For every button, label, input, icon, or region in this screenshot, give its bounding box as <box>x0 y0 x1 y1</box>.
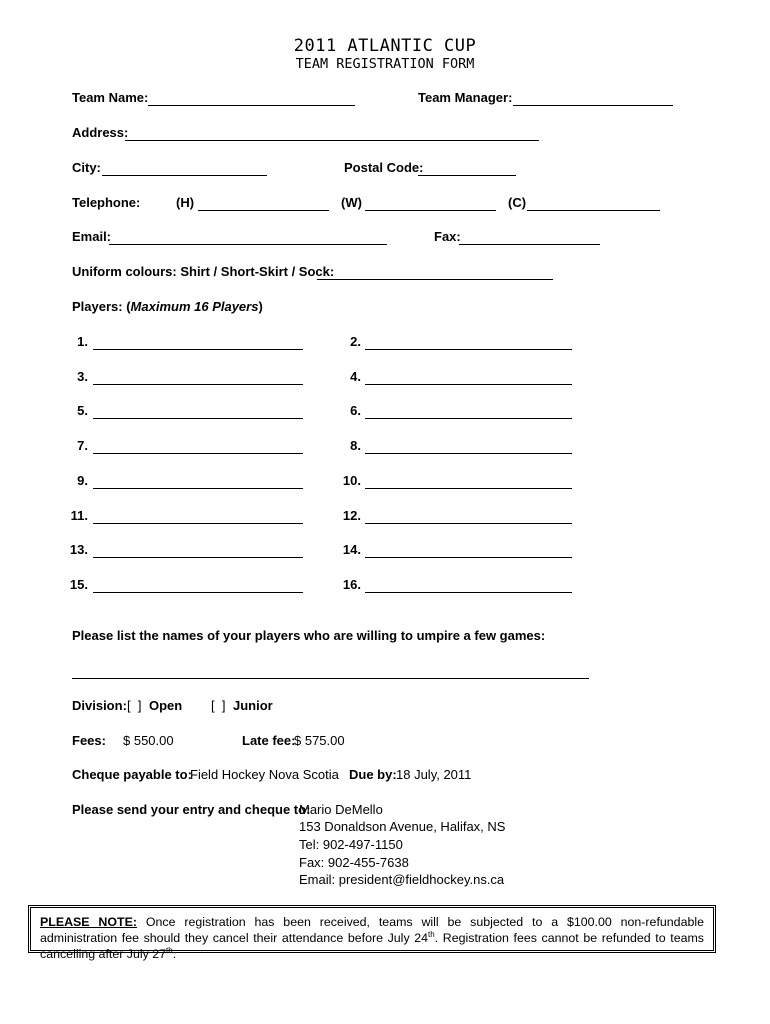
contact-email: Email: president@fieldhockey.ns.ca <box>299 872 505 887</box>
contact-name: Mario DeMello <box>299 802 383 817</box>
postal-code-field[interactable] <box>418 175 516 176</box>
cell-phone-label: (C) <box>508 195 527 210</box>
player-number: 8. <box>350 438 361 453</box>
form-title: 2011 ATLANTIC CUP <box>293 36 477 56</box>
postal-code-label: Postal Code: <box>344 160 424 175</box>
fax-label: Fax: <box>434 229 461 244</box>
player-field-10[interactable] <box>365 488 572 489</box>
note-text-2: . Registration fees cannot be refunded to teams cancelling after July 27 <box>40 931 704 961</box>
player-number: 1. <box>77 334 88 349</box>
address-label: Address: <box>72 125 129 140</box>
cheque-payable-label: Cheque payable to: <box>72 767 192 782</box>
telephone-label: Telephone: <box>72 195 141 210</box>
players-label: Players: <box>72 299 123 314</box>
player-field-9[interactable] <box>93 488 303 489</box>
player-number: 4. <box>350 369 361 384</box>
note-text-1: Once registration has been received, teams will be subjected to a $100.00 non-refundable administration fee should they cancel their attendance before July 24 <box>40 915 704 945</box>
player-number: 12. <box>342 508 361 523</box>
player-field-15[interactable] <box>93 592 303 593</box>
note-text-3: . <box>172 947 177 961</box>
cheque-payable-to: Field Hockey Nova Scotia <box>190 767 339 782</box>
player-number: 5. <box>77 403 88 418</box>
email-label: Email: <box>72 229 112 244</box>
player-number: 9. <box>77 473 88 488</box>
player-field-2[interactable] <box>365 349 572 350</box>
team-manager-field[interactable] <box>513 105 673 106</box>
cell-phone-field[interactable] <box>527 210 660 211</box>
note-sup-2: th <box>166 945 173 955</box>
player-number: 14. <box>342 542 361 557</box>
contact-tel: Tel: 902-497-1150 <box>299 837 403 852</box>
home-phone-field[interactable] <box>198 210 329 211</box>
player-field-4[interactable] <box>365 384 572 385</box>
division-open-label: Open <box>149 698 183 713</box>
uniform-colours-field[interactable] <box>317 279 553 280</box>
player-number: 7. <box>77 438 88 453</box>
player-field-3[interactable] <box>93 384 303 385</box>
player-number: 15. <box>69 577 88 592</box>
form-subtitle: TEAM REGISTRATION FORM <box>295 56 475 72</box>
player-field-13[interactable] <box>93 557 303 558</box>
player-field-11[interactable] <box>93 523 303 524</box>
player-field-6[interactable] <box>365 418 572 419</box>
contact-street: 153 Donaldson Avenue, Halifax, NS <box>299 819 506 834</box>
player-field-5[interactable] <box>93 418 303 419</box>
division-label: Division: <box>72 698 127 713</box>
team-name-label: Team Name: <box>72 90 149 105</box>
send-to-label: Please send your entry and cheque to: <box>72 802 311 817</box>
work-phone-label: (W) <box>341 195 362 210</box>
division-junior-label: Junior <box>233 698 273 713</box>
city-label: City: <box>72 160 101 175</box>
team-name-field[interactable] <box>148 105 355 106</box>
player-number: 6. <box>350 403 361 418</box>
player-number: 10. <box>342 473 361 488</box>
umpire-prompt: Please list the names of your players who are willing to umpire a few games: <box>72 628 546 643</box>
home-phone-label: (H) <box>176 195 195 210</box>
fax-field[interactable] <box>459 244 600 245</box>
player-field-1[interactable] <box>93 349 303 350</box>
player-number: 16. <box>342 577 361 592</box>
division-junior-checkbox[interactable]: [ ] <box>211 698 226 713</box>
note-heading: PLEASE NOTE: <box>40 915 137 929</box>
player-field-7[interactable] <box>93 453 303 454</box>
player-field-14[interactable] <box>365 557 572 558</box>
cancellation-note-box <box>28 905 716 961</box>
late-fee-amount: $ 575.00 <box>294 733 345 748</box>
address-field[interactable] <box>125 140 539 141</box>
players-maximum-note: Maximum 16 Players <box>130 299 259 314</box>
due-date: 18 July, 2011 <box>396 767 472 782</box>
umpire-names-field[interactable] <box>72 678 589 679</box>
player-number: 3. <box>77 369 88 384</box>
team-manager-label: Team Manager: <box>418 90 513 105</box>
player-field-12[interactable] <box>365 523 572 524</box>
uniform-colours-label: Uniform colours: Shirt / Short-Skirt / Sock: <box>72 264 335 279</box>
contact-fax: Fax: 902-455-7638 <box>299 855 409 870</box>
work-phone-field[interactable] <box>365 210 496 211</box>
player-number: 11. <box>70 508 88 523</box>
email-field[interactable] <box>109 244 387 245</box>
player-field-16[interactable] <box>365 592 572 593</box>
players-heading: Players: (Maximum 16 Players) <box>72 299 263 314</box>
city-field[interactable] <box>102 175 267 176</box>
fees-label: Fees: <box>72 733 106 748</box>
fees-amount: $ 550.00 <box>123 733 174 748</box>
player-number: 13. <box>69 542 88 557</box>
due-by-label: Due by: <box>349 767 397 782</box>
player-number: 2. <box>350 334 361 349</box>
division-open-checkbox[interactable]: [ ] <box>127 698 142 713</box>
player-field-8[interactable] <box>365 453 572 454</box>
late-fee-label: Late fee: <box>242 733 296 748</box>
note-sup-1: th <box>428 929 435 939</box>
